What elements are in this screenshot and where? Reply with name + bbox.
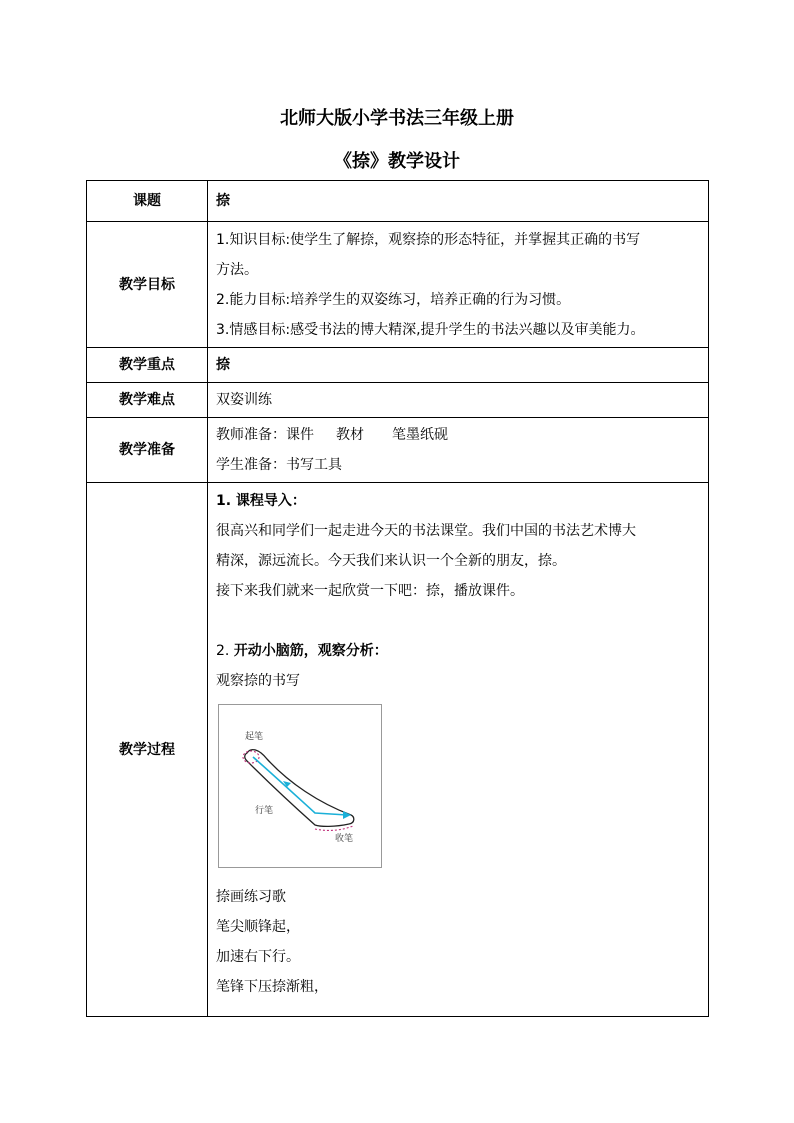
na-stroke-svg xyxy=(219,705,381,867)
label-key-point: 教学重点 xyxy=(87,348,208,383)
table-row-preparation xyxy=(87,418,709,483)
lesson-plan-table xyxy=(86,180,709,1017)
label-preparation: 教学准备 xyxy=(87,418,208,483)
goal-line-1: 1.知识目标:使学生了解捺，观察捺的形态特征，并掌握其正确的书写 xyxy=(216,231,641,248)
document-subtitle: 《捺》教学设计 xyxy=(334,151,460,172)
value-topic: 捺 xyxy=(208,181,709,222)
table-row-difficulty xyxy=(87,383,709,418)
table-row-process xyxy=(87,483,709,1017)
document-title: 北师大版小学书法三年级上册 xyxy=(280,108,514,129)
section-heading-2-text: 开动小脑筋，观察分析： xyxy=(233,643,388,659)
stroke-diagram xyxy=(218,704,382,868)
student-prep: 学生准备：书写工具 xyxy=(216,457,342,473)
teacher-prep-item-3: 笔墨纸砚 xyxy=(392,427,448,443)
song-line-1: 笔尖顺锋起， xyxy=(216,919,300,935)
label-start-stroke: 起笔 xyxy=(245,732,264,742)
song-title: 捺画练习歌 xyxy=(216,889,286,905)
table-row-goals xyxy=(87,222,709,348)
table-row-topic xyxy=(87,181,709,222)
label-moving-stroke: 行笔 xyxy=(255,806,274,816)
table-row-key-point xyxy=(87,348,709,383)
label-goals: 教学目标 xyxy=(87,222,208,348)
section-heading-1: 1. 课程导入： xyxy=(216,493,306,509)
teacher-prep-item-1: 课件 xyxy=(286,427,314,443)
teacher-prep xyxy=(216,420,700,450)
intro-line-3: 接下来我们就来一起欣赏一下吧：捺，播放课件。 xyxy=(216,583,524,599)
value-process xyxy=(208,483,709,1017)
observe-line: 观察捺的书写 xyxy=(216,673,300,689)
label-topic: 课题 xyxy=(87,181,208,222)
label-end-stroke: 收笔 xyxy=(335,834,354,844)
teacher-prep-item-2: 教材 xyxy=(336,427,364,443)
teacher-prep-prefix: 教师准备： xyxy=(216,427,286,443)
intro-line-2: 精深，源远流长。今天我们来认识一个全新的朋友，捺。 xyxy=(216,553,566,569)
goal-line-2: 方法。 xyxy=(216,261,258,278)
goal-line-3: 2.能力目标:培养学生的双姿练习，培养正确的行为习惯。 xyxy=(216,291,571,308)
intro-line-1: 很高兴和同学们一起走进今天的书法课堂。我们中国的书法艺术博大 xyxy=(216,523,636,539)
value-difficulty: 双姿训练 xyxy=(208,383,709,418)
goal-line-4: 3.情感目标:感受书法的博大精深,提升学生的书法兴趣以及审美能力。 xyxy=(216,321,645,338)
value-preparation xyxy=(208,418,709,483)
label-process: 教学过程 xyxy=(87,483,208,1017)
value-key-point: 捺 xyxy=(208,348,709,383)
label-difficulty: 教学难点 xyxy=(87,383,208,418)
value-goals xyxy=(208,222,709,348)
song-line-2: 加速右下行。 xyxy=(216,949,300,965)
section-heading-2 xyxy=(216,636,700,666)
section-heading-2-number: 2. xyxy=(216,643,234,659)
arrowhead-end-icon xyxy=(343,811,351,819)
song-line-3: 笔锋下压捺渐粗， xyxy=(216,979,328,995)
